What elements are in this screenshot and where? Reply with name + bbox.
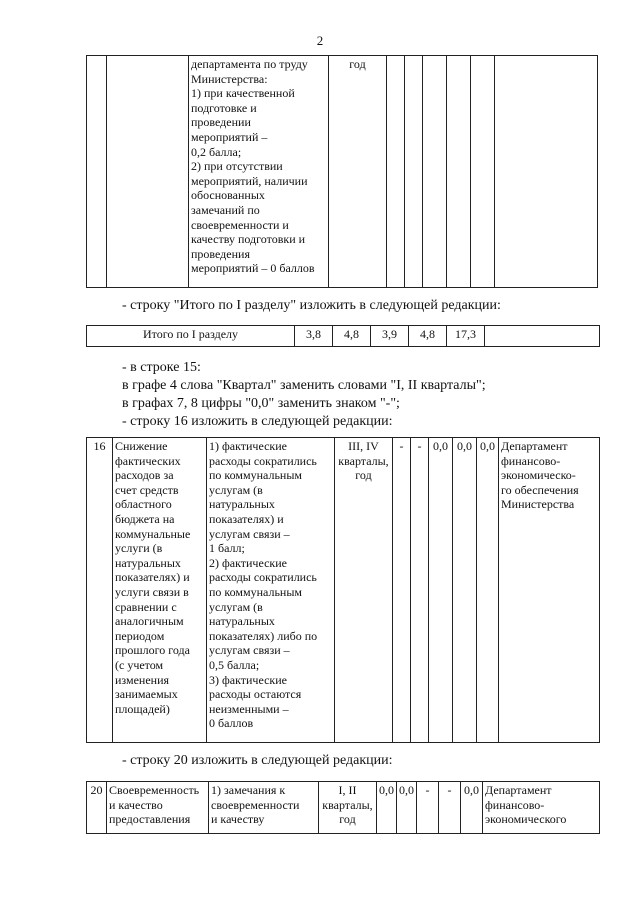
indicator-criteria: 1) фактические расходы сократились по коммунальным услугам (в натуральных показателях) и услугам связи – 1 балл; 2) фактические расходы сократились по коммунальным услугам (в натуральных показателях) либо по услугам связи – 0,5 балла; 3) фактические расходы остаются неизменными – 0 баллов <box>207 438 335 743</box>
value-cell: 0,0 <box>477 438 499 743</box>
indicator-name: Своевременность и качество предоставления <box>107 782 209 834</box>
row-number: 20 <box>87 782 107 834</box>
table-cell <box>471 56 495 288</box>
table-cell <box>87 56 107 288</box>
table-row <box>87 326 600 347</box>
table-cell <box>387 56 405 288</box>
period-cell: I, II кварталы, год <box>319 782 377 834</box>
value-cell: 0,0 <box>377 782 397 834</box>
instruction-row16: - строку 16 изложить в следующей редакции: <box>122 414 393 429</box>
total-value: 3,9 <box>371 326 409 347</box>
indicator-criteria: 1) замечания к своевременности и качеству <box>209 782 319 834</box>
row20-table <box>86 781 600 834</box>
instruction-row15-col78: в графах 7, 8 цифры "0,0" заменить знаком "-"; <box>122 396 400 411</box>
period-cell: год <box>329 56 387 288</box>
value-cell: 0,0 <box>397 782 417 834</box>
page-number: 2 <box>316 33 324 48</box>
total-value: 17,3 <box>447 326 485 347</box>
table-cell <box>107 56 189 288</box>
table-row <box>87 56 598 288</box>
table-cell <box>495 56 598 288</box>
instruction-total-row: - строку "Итого по I разделу" изложить в следующей редакции: <box>122 298 501 313</box>
table-cell <box>405 56 423 288</box>
indicator-name: Снижение фактических расходов за счет средств областного бюджета на коммунальные услуги (в натуральных показателях) и услуги связи в сравнении с аналогичным периодом прошлого года (с учетом изменения занимаемых площадей) <box>113 438 207 743</box>
value-cell: - <box>417 782 439 834</box>
value-cell: - <box>411 438 429 743</box>
total-value: 4,8 <box>409 326 447 347</box>
responsible-cell: Департамент финансово- экономического <box>483 782 600 834</box>
table-cell <box>485 326 600 347</box>
indicator-criteria-cell: департамента по труду Министерства: 1) при качественной подготовке и проведении мероприятий – 0,2 балла; 2) при отсутствии мероприятий, наличии обоснованных замечаний по своевременности и качеству подготовки и проведения мероприятий – 0 баллов <box>189 56 329 288</box>
instruction-row15-col4: в графе 4 слова "Квартал" заменить словами "I, II кварталы"; <box>122 378 486 393</box>
table-cell <box>423 56 447 288</box>
value-cell: - <box>393 438 411 743</box>
value-cell: 0,0 <box>453 438 477 743</box>
table-row <box>87 438 600 743</box>
total-value: 4,8 <box>333 326 371 347</box>
value-cell: 0,0 <box>461 782 483 834</box>
total-label: Итого по I разделу <box>87 326 295 347</box>
value-cell: - <box>439 782 461 834</box>
total-value: 3,8 <box>295 326 333 347</box>
value-cell: 0,0 <box>429 438 453 743</box>
table-row <box>87 782 600 834</box>
continuation-table <box>86 55 598 288</box>
total-table <box>86 325 600 347</box>
period-cell: III, IV кварталы, год <box>335 438 393 743</box>
row-number: 16 <box>87 438 113 743</box>
instruction-row15: - в строке 15: <box>122 360 201 375</box>
table-cell <box>447 56 471 288</box>
row16-table <box>86 437 600 743</box>
responsible-cell: Департамент финансово- экономическо- го обеспечения Министерства <box>499 438 600 743</box>
instruction-row20: - строку 20 изложить в следующей редакции: <box>122 753 393 768</box>
